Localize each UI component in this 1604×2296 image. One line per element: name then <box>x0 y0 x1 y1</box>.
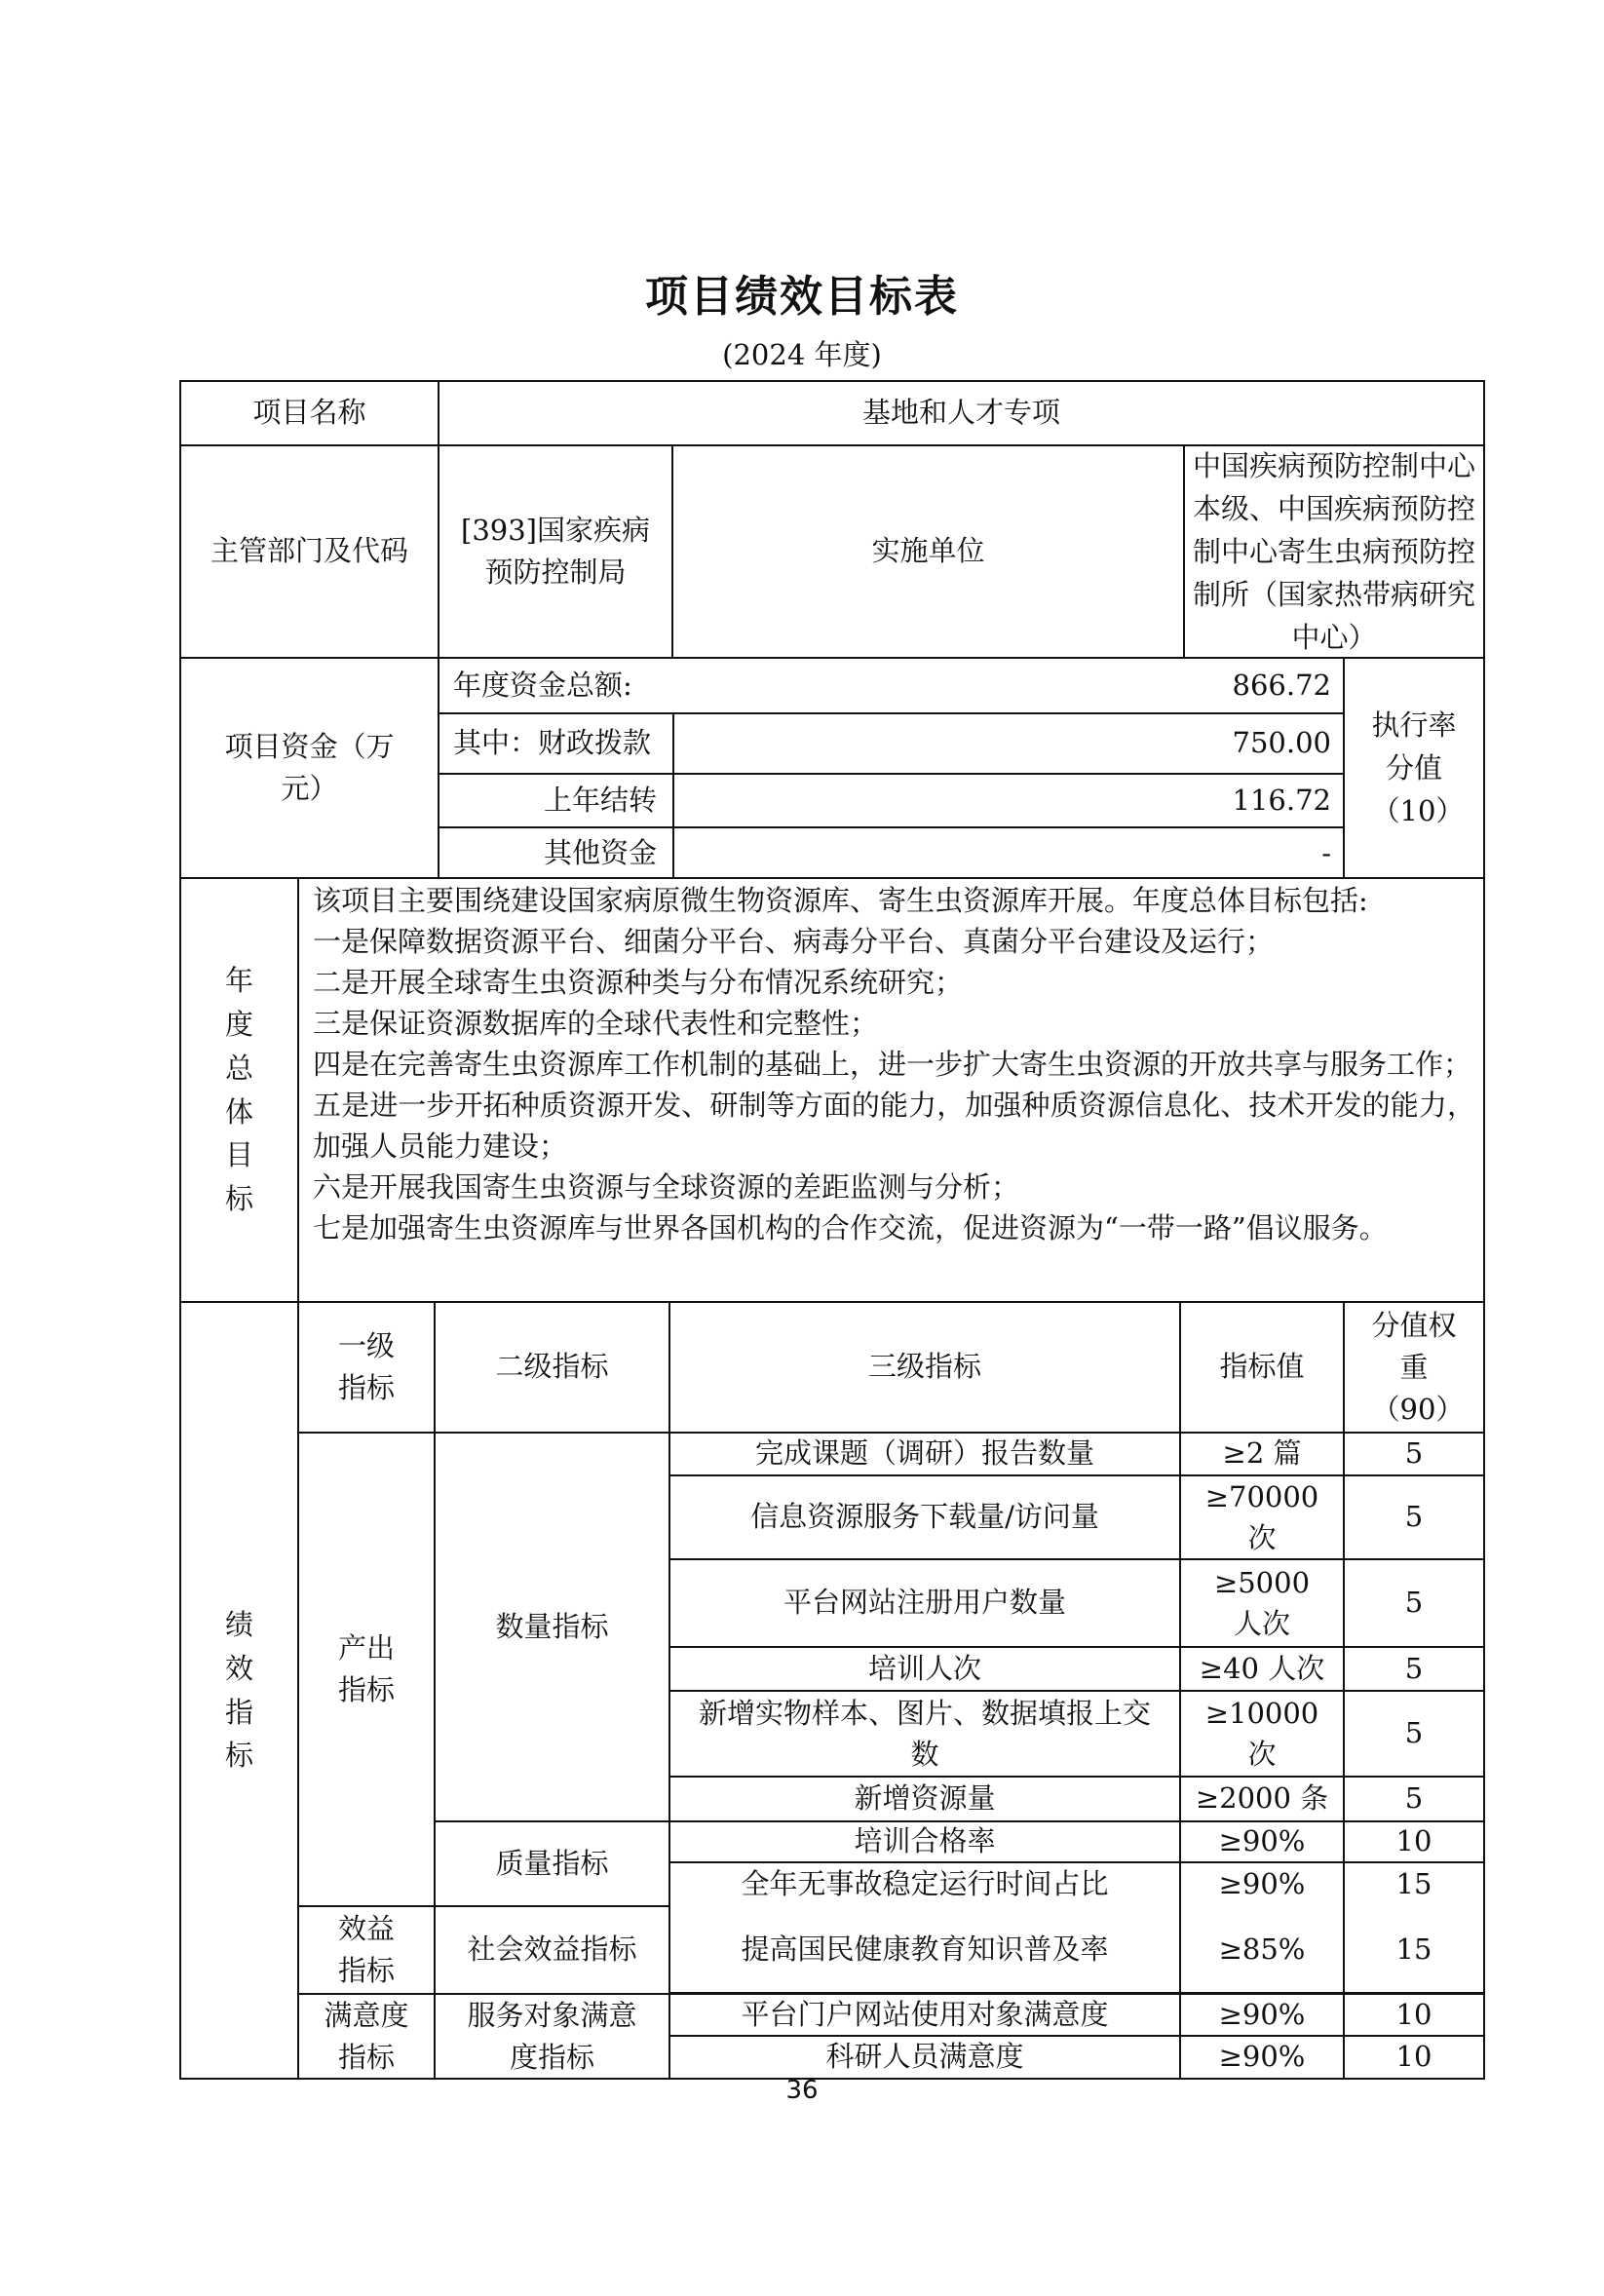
indicator-weight: 10 <box>1395 1824 1432 1858</box>
indicator-name: 完成课题（调研）报告数量 <box>754 1436 1094 1471</box>
level1-output: 产出指标 <box>338 1630 396 1706</box>
indicator-name: 全年无事故稳定运行时间占比 <box>741 1866 1109 1900</box>
goal-line: 三是保证资源数据库的全球代表性和完整性； <box>313 1007 879 1040</box>
goal-line: 二是开展全球寄生虫资源种类与分布情况系统研究； <box>313 966 964 999</box>
fund-carryover-value: 116.72 <box>1232 783 1331 817</box>
indicator-target: ≥10000 次 <box>1204 1697 1319 1771</box>
fund-other-label: 其他资金 <box>543 836 657 870</box>
page-title: 项目绩效目标表 <box>645 272 959 322</box>
indicator-name: 信息资源服务下载量/访问量 <box>750 1500 1099 1534</box>
indicator-target: ≥90% <box>1218 1824 1306 1858</box>
header-target: 指标值 <box>1219 1350 1305 1384</box>
indicator-target: ≥90% <box>1218 2040 1306 2074</box>
level2-social: 社会效益指标 <box>467 1932 637 1967</box>
indicator-weight: 5 <box>1404 1500 1424 1534</box>
indicators-label: 绩效指标 <box>225 1607 254 1773</box>
header-level1: 一级指标 <box>338 1328 396 1404</box>
goal-line: 七是加强寄生虫资源库与世界各国机构的合作交流，促进资源为“一带一路”倡议服务。 <box>313 1211 1388 1244</box>
fund-other-value: - <box>1321 836 1331 870</box>
fund-fiscal-label: 其中：财政拨款 <box>453 726 652 760</box>
indicator-weight: 15 <box>1395 1866 1432 1900</box>
indicator-target: ≥2 篇 <box>1222 1436 1302 1471</box>
impl-unit-value: 中国疾病预防控制中心本级、中国疾病预防控制中心寄生虫病预防控制所（国家热带病研究中心） <box>1192 449 1475 654</box>
goal-line: 五是进一步开拓种质资源开发、研制等方面的能力，加强种质资源信息化、技术开发的能力，加强人员能力建设； <box>313 1089 1475 1163</box>
page-number: 36 <box>785 2076 819 2105</box>
indicator-target: ≥90% <box>1218 1997 1306 2031</box>
fund-total-label: 年度资金总额: <box>453 668 632 702</box>
level2-service: 服务对象满意度指标 <box>467 1998 637 2074</box>
indicator-target: ≥5000 人次 <box>1213 1566 1311 1640</box>
indicator-weight: 10 <box>1395 1997 1432 2031</box>
indicator-target: ≥70000 次 <box>1204 1480 1319 1554</box>
level2-quantity: 数量指标 <box>495 1609 609 1643</box>
indicator-name: 科研人员满意度 <box>825 2040 1024 2074</box>
annual-goals-text <box>299 880 1483 1301</box>
goal-line: 一是保障数据资源平台、细菌分平台、病毒分平台、真菌分平台建设及运行； <box>313 925 1275 958</box>
fund-fiscal-value: 750.00 <box>1232 726 1331 760</box>
year-subtitle: (2024 年度) <box>722 338 882 371</box>
funds-label: 项目资金（万元） <box>224 729 395 805</box>
exec-rate-label: 执行率分值（10） <box>1371 708 1465 827</box>
annual-goal-label: 年度总体目标 <box>225 963 254 1216</box>
indicator-weight: 5 <box>1404 1586 1424 1620</box>
indicator-weight: 5 <box>1404 1781 1424 1816</box>
indicator-target: ≥85% <box>1218 1932 1306 1967</box>
level1-satisfaction: 满意度指标 <box>324 1998 409 2074</box>
goal-line: 四是在完善寄生虫资源库工作机制的基础上，进一步扩大寄生虫资源的开放共享与服务工作； <box>313 1048 1472 1081</box>
goal-line: 该项目主要围绕建设国家病原微生物资源库、寄生虫资源库开展。年度总体目标包括: <box>313 884 1368 917</box>
fund-carryover-label: 上年结转 <box>543 783 657 817</box>
indicator-weight: 10 <box>1395 2040 1432 2074</box>
project-name-value: 基地和人才专项 <box>861 396 1060 430</box>
indicator-name: 培训人次 <box>867 1651 981 1685</box>
indicator-weight: 5 <box>1404 1651 1424 1685</box>
indicator-name: 培训合格率 <box>854 1824 996 1858</box>
indicator-target: ≥90% <box>1218 1866 1306 1900</box>
header-weight: 分值权重（90） <box>1371 1308 1465 1426</box>
dept-label: 主管部门及代码 <box>210 534 408 568</box>
level2-quality: 质量指标 <box>495 1846 609 1880</box>
indicator-name: 平台门户网站使用对象满意度 <box>741 1997 1109 2031</box>
header-level3: 三级指标 <box>867 1350 981 1384</box>
indicator-name: 提高国民健康教育知识普及率 <box>741 1932 1109 1967</box>
header-level2: 二级指标 <box>495 1350 609 1384</box>
indicator-target: ≥2000 条 <box>1195 1781 1329 1816</box>
dept-value: [393]国家疾病预防控制局 <box>461 513 650 589</box>
indicator-weight: 5 <box>1404 1436 1424 1471</box>
indicator-target: ≥40 人次 <box>1199 1651 1325 1685</box>
indicator-name: 新增资源量 <box>854 1781 996 1816</box>
indicator-weight: 5 <box>1404 1716 1424 1750</box>
project-name-label: 项目名称 <box>252 396 366 430</box>
goal-line: 六是开展我国寄生虫资源与全球资源的差距监测与分析； <box>313 1170 1020 1204</box>
indicator-name: 平台网站注册用户数量 <box>783 1586 1066 1620</box>
indicator-name: 新增实物样本、图片、数据填报上交数 <box>699 1697 1152 1771</box>
fund-total-value: 866.72 <box>1232 668 1331 702</box>
level1-benefit: 效益指标 <box>338 1911 396 1987</box>
indicator-weight: 15 <box>1395 1932 1432 1967</box>
impl-unit-label: 实施单位 <box>871 534 985 568</box>
